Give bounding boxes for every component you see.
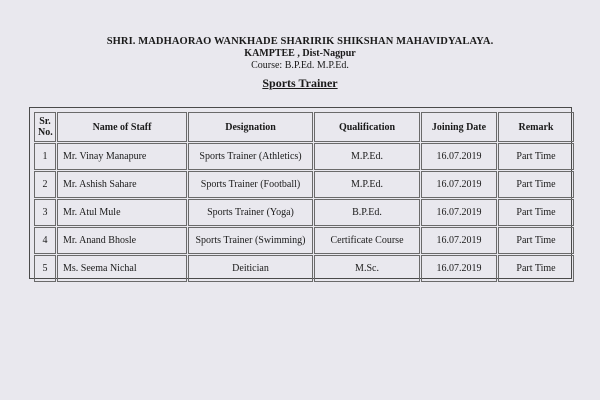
cell-staff-name: Mr. Ashish Sahare: [57, 171, 187, 198]
cell-designation: Deitician: [188, 255, 313, 282]
column-header-qualification: Qualification: [314, 112, 420, 142]
column-header-remark: Remark: [498, 112, 574, 142]
staff-table-frame: [29, 107, 572, 279]
cell-sr-no: 3: [34, 199, 56, 226]
cell-joining-date: 16.07.2019: [421, 227, 497, 254]
cell-remark: Part Time: [498, 199, 574, 226]
column-header-designation: Designation: [188, 112, 313, 142]
institution-location: KAMPTEE , Dist-Nagpur: [244, 48, 356, 59]
cell-staff-name: Mr. Vinay Manapure: [57, 143, 187, 170]
cell-sr-no: 1: [34, 143, 56, 170]
cell-joining-date: 16.07.2019: [421, 143, 497, 170]
cell-joining-date: 16.07.2019: [421, 199, 497, 226]
cell-joining-date: 16.07.2019: [421, 255, 497, 282]
cell-designation: Sports Trainer (Yoga): [188, 199, 313, 226]
cell-sr-no: 2: [34, 171, 56, 198]
table-row: [34, 227, 574, 254]
cell-qualification: M.P.Ed.: [314, 171, 420, 198]
page-title: Sports Trainer: [262, 76, 338, 90]
table-row: [34, 199, 574, 226]
institution-name: SHRI. MADHAORAO WANKHADE SHARIRIK SHIKSHAN MAHAVIDYALAYA.: [106, 36, 494, 47]
table-row: [34, 171, 574, 198]
cell-staff-name: Mr. Atul Mule: [57, 199, 187, 226]
course-line: Course: B.P.Ed. M.P.Ed.: [251, 60, 349, 71]
table-header-row: [34, 112, 574, 142]
cell-remark: Part Time: [498, 143, 574, 170]
column-header-sr-no: Sr. No.: [34, 112, 56, 142]
cell-qualification: Certificate Course: [314, 227, 420, 254]
cell-staff-name: Ms. Seema Nichal: [57, 255, 187, 282]
cell-qualification: M.P.Ed.: [314, 143, 420, 170]
staff-table: [33, 111, 575, 283]
cell-staff-name: Mr. Anand Bhosle: [57, 227, 187, 254]
cell-sr-no: 4: [34, 227, 56, 254]
table-row: [34, 143, 574, 170]
cell-qualification: M.Sc.: [314, 255, 420, 282]
cell-sr-no: 5: [34, 255, 56, 282]
cell-remark: Part Time: [498, 227, 574, 254]
document-header: [0, 36, 600, 90]
cell-designation: Sports Trainer (Swimming): [188, 227, 313, 254]
cell-designation: Sports Trainer (Athletics): [188, 143, 313, 170]
cell-qualification: B.P.Ed.: [314, 199, 420, 226]
column-header-joining-date: Joining Date: [421, 112, 497, 142]
cell-remark: Part Time: [498, 171, 574, 198]
cell-remark: Part Time: [498, 255, 574, 282]
table-row: [34, 255, 574, 282]
cell-joining-date: 16.07.2019: [421, 171, 497, 198]
cell-designation: Sports Trainer (Football): [188, 171, 313, 198]
column-header-name: Name of Staff: [57, 112, 187, 142]
